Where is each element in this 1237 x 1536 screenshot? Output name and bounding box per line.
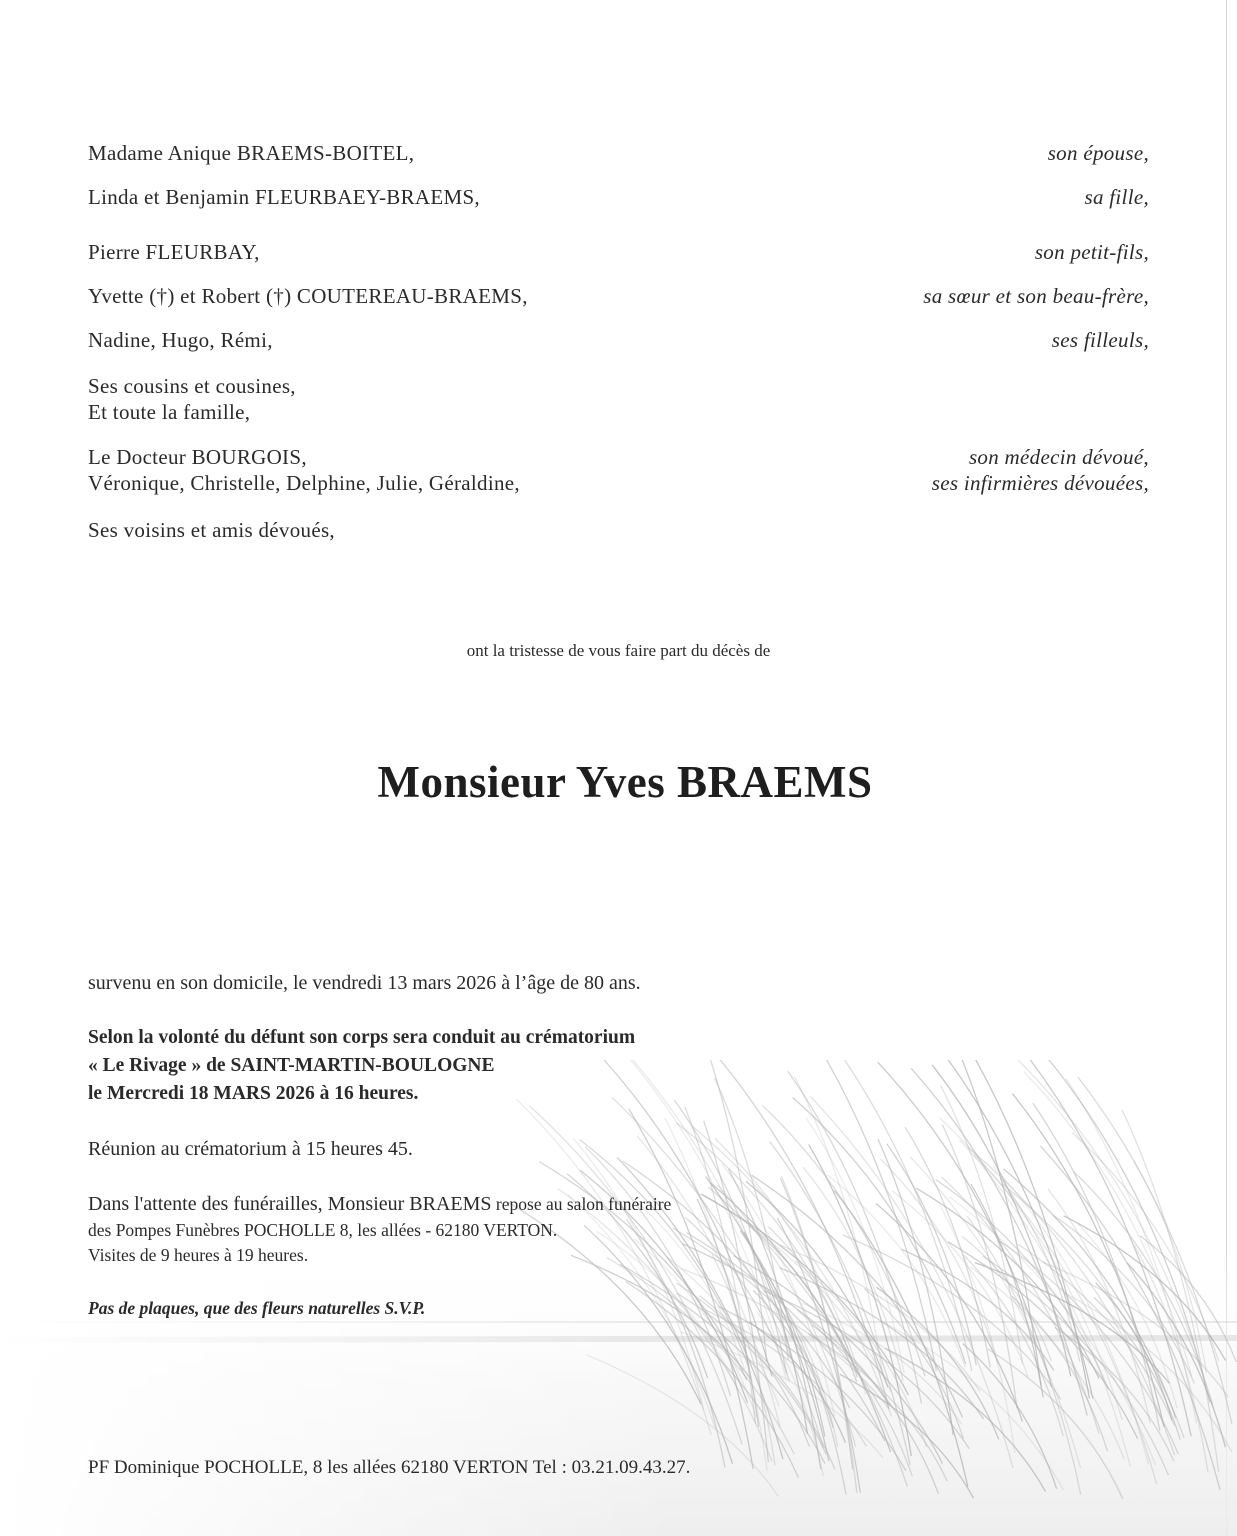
ceremony-line: « Le Rivage » de SAINT-MARTIN-BOULOGNE [88,1055,495,1076]
nurses-names: Véronique, Christelle, Delphine, Julie, Géraldine, [88,471,520,495]
family-relation: sa fille, [1084,185,1149,209]
doctor-relation: son médecin dévoué, [968,445,1149,469]
ceremony-line: Selon la volonté du défunt son corps sera conduit au crématorium [88,1027,636,1048]
nurses-relation: ses infirmières dévouées, [931,471,1149,495]
family-relation: son petit-fils, [1034,240,1149,264]
family-name: Nadine, Hugo, Rémi, [88,328,273,352]
family-name: Madame Anique BRAEMS-BOITEL, [88,141,415,165]
family-name: Linda et Benjamin FLEURBAEY-BRAEMS, [88,185,480,209]
rest-line: des Pompes Funèbres POCHOLLE 8, les allées - 62180 VERTON. [88,1220,558,1240]
flowers-note: Pas de plaques, que des fleurs naturelles S.V.P. [88,1298,426,1318]
announcement-text: ont la tristesse de vous faire part du décès de [466,641,771,660]
family-relation: sa sœur et son beau-frère, [923,284,1149,308]
deceased-name: Monsieur Yves BRAEMS [377,757,873,807]
reunion-text: Réunion au crématorium à 15 heures 45. [88,1138,413,1160]
ceremony-line: le Mercredi 18 MARS 2026 à 16 heures. [88,1083,419,1104]
visits-line: Visites de 9 heures à 19 heures. [88,1245,309,1265]
family-line: Et toute la famille, [88,400,251,424]
rest-line-a: Dans l'attente des funérailles, Monsieur BRAEMS [88,1193,492,1215]
family-name: Yvette (†) et Robert (†) COUTEREAU-BRAEMS, [88,284,528,308]
rest-line [88,1191,671,1217]
family-name: Pierre FLEURBAY, [88,240,260,264]
death-notice: survenu en son domicile, le vendredi 13 mars 2026 à l’âge de 80 ans. [88,972,641,994]
family-relation: ses filleuls, [1051,328,1149,352]
rest-line-b: repose au salon funéraire [491,1194,672,1214]
doctor-name: Le Docteur BOURGOIS, [88,445,307,469]
cousins-line: Ses cousins et cousines, [88,374,296,398]
funeral-home-footer: PF Dominique POCHOLLE, 8 les allées 62180 VERTON Tel : 03.21.09.43.27. [88,1457,691,1478]
family-relation: son épouse, [1047,141,1149,165]
neighbors-text: Ses voisins et amis dévoués, [88,518,335,542]
